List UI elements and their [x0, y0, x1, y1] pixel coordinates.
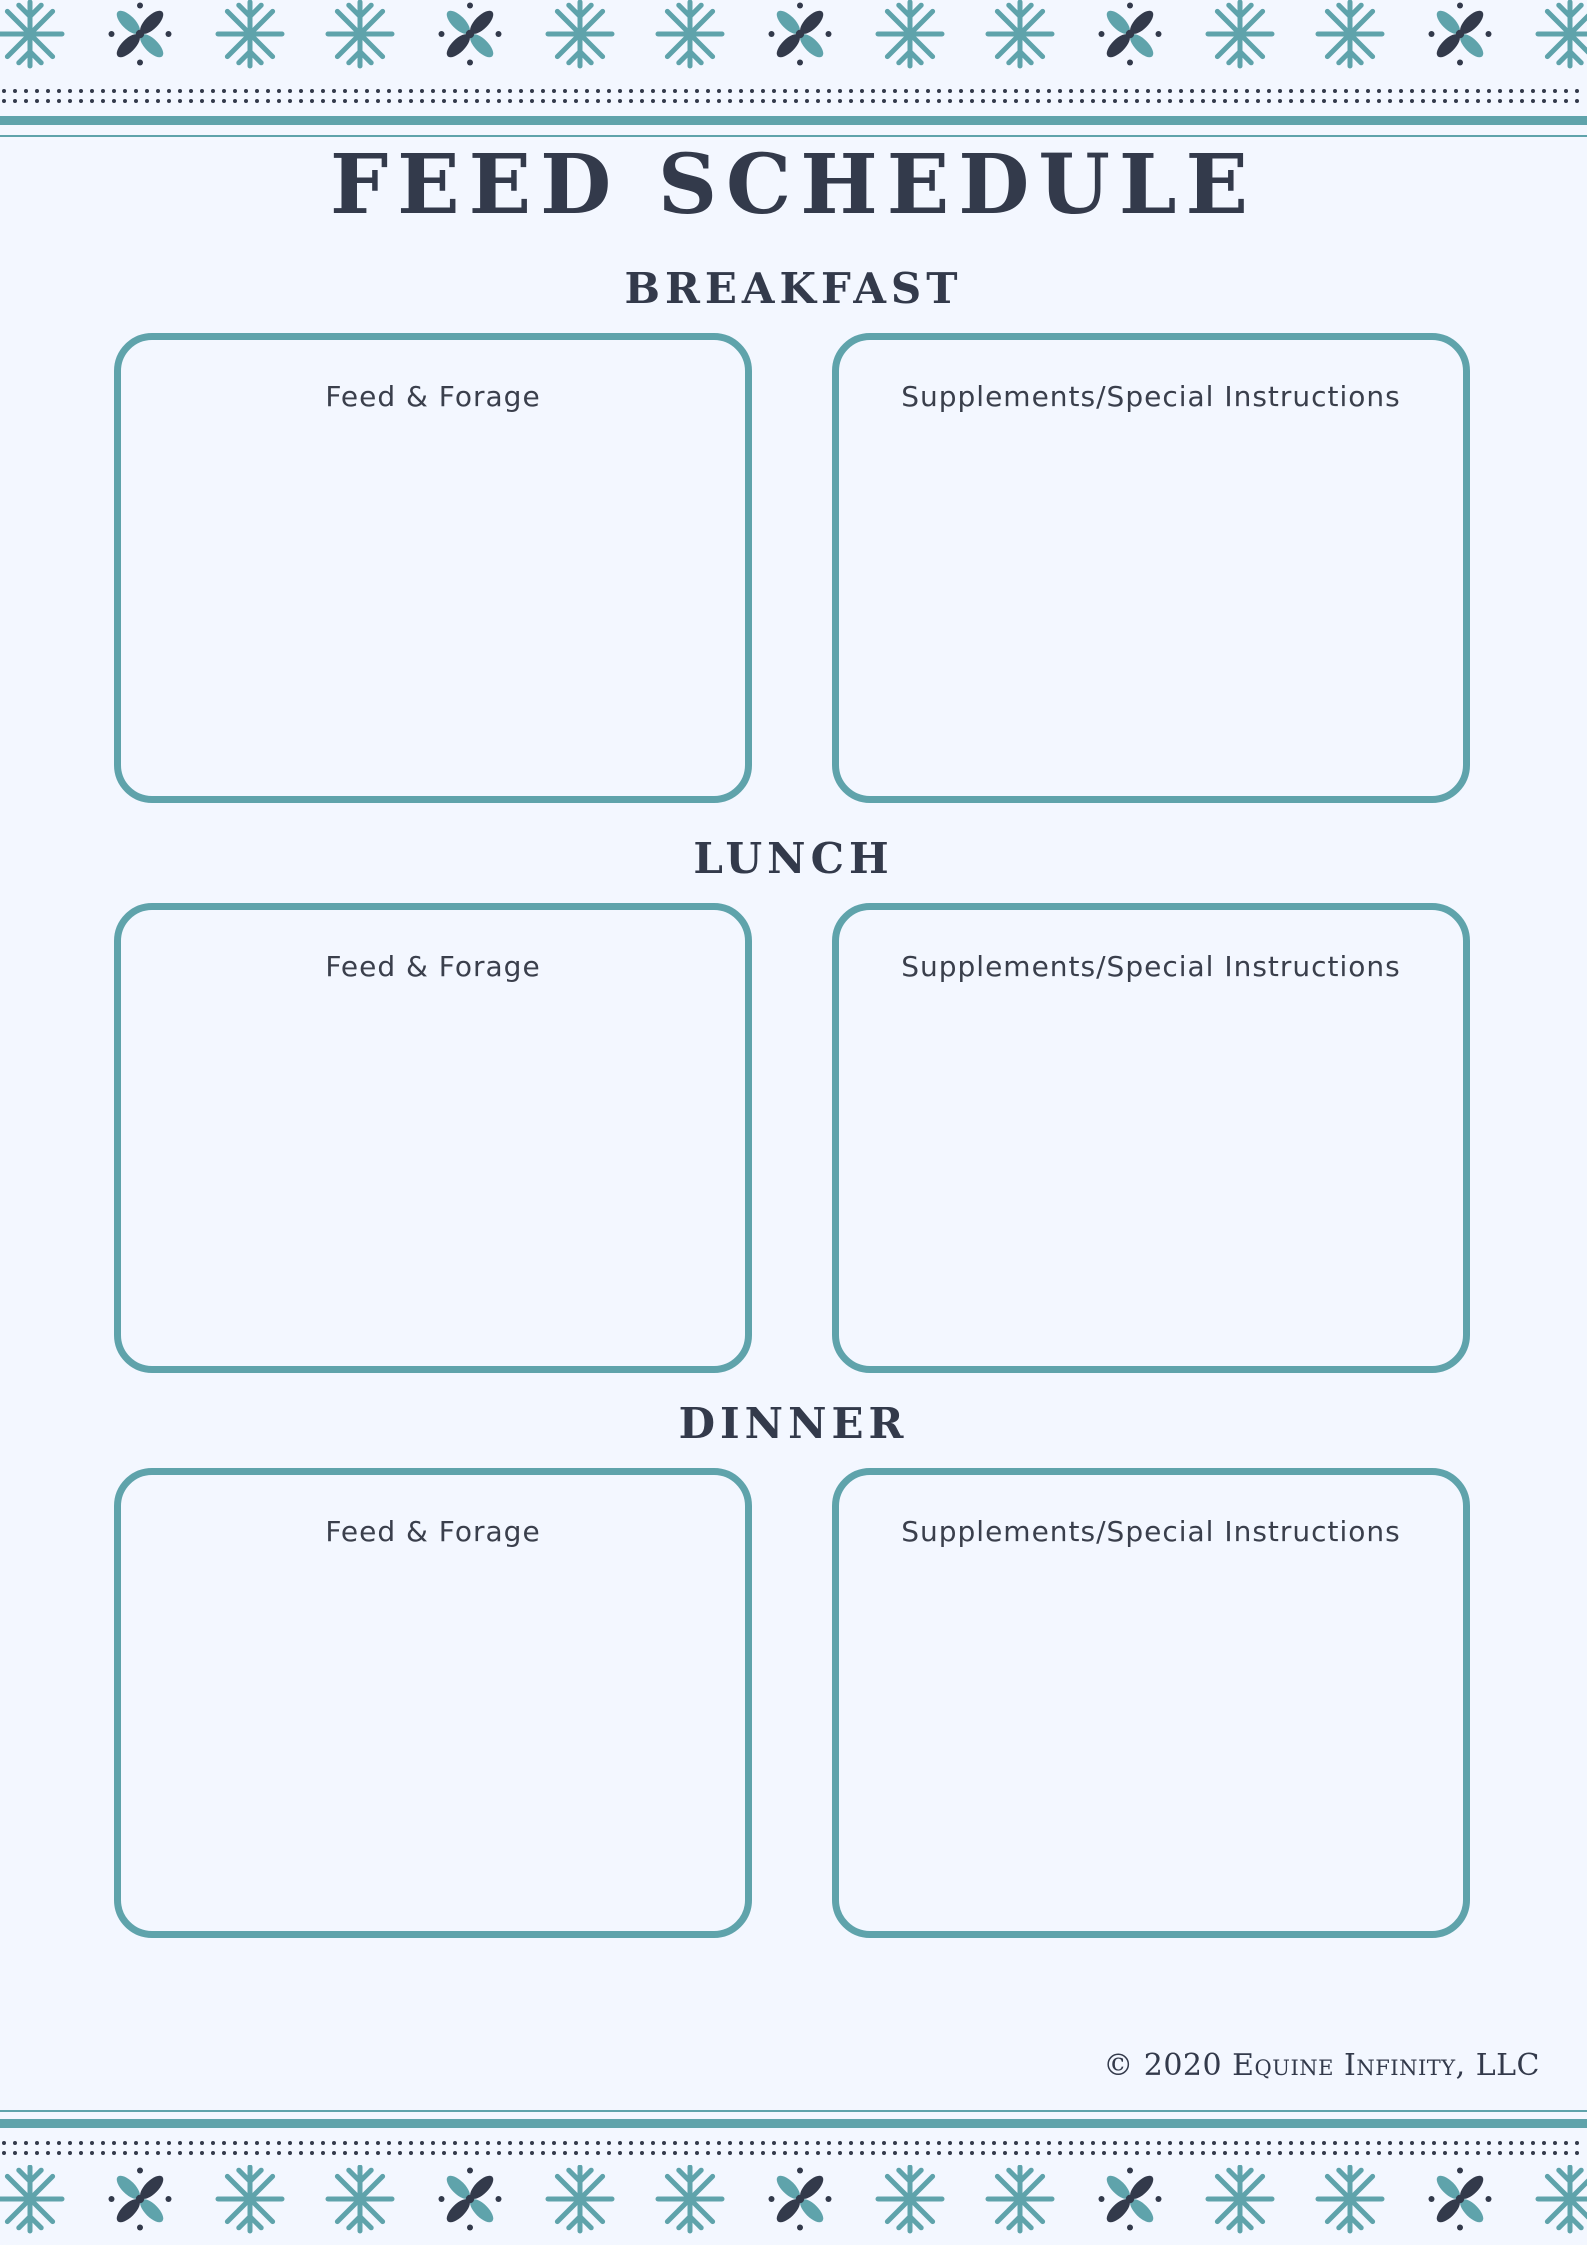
snowflake-icon: [1538, 2, 1587, 66]
snowflake-icon: [0, 2, 62, 66]
snowflake-icon: [1318, 2, 1382, 66]
snowflake-icon: [988, 2, 1052, 66]
dinner-supplements-box[interactable]: [832, 1468, 1470, 1938]
snowflake-icon: [658, 2167, 722, 2231]
snowflake-pattern: [0, 0, 1587, 80]
snowflake-icon: [218, 2, 282, 66]
flower-icon: [1099, 2168, 1162, 2231]
flower-icon: [439, 3, 502, 66]
snowflake-icon: [1538, 2167, 1587, 2231]
flower-icon: [1429, 3, 1492, 66]
flower-icon: [1099, 3, 1162, 66]
bottom-decorative-band: [0, 2165, 1587, 2245]
box-label: Feed & Forage: [325, 380, 541, 413]
top-dotted-rule: [0, 86, 1587, 106]
lunch-supplements-box[interactable]: [832, 903, 1470, 1373]
flower-icon: [439, 2168, 502, 2231]
flower-icon: [109, 2168, 172, 2231]
lunch-feed-forage-box[interactable]: [114, 903, 752, 1373]
bottom-divider-thick: [0, 2119, 1587, 2128]
flower-icon: [769, 3, 832, 66]
box-label: Feed & Forage: [325, 1515, 541, 1548]
copyright-notice: © 2020 Equine Infinity, LLC: [1103, 2048, 1540, 2083]
snowflake-icon: [328, 2167, 392, 2231]
snowflake-icon: [1318, 2167, 1382, 2231]
snowflake-icon: [548, 2167, 612, 2231]
snowflake-icon: [218, 2167, 282, 2231]
section-title-lunch: LUNCH: [693, 834, 894, 883]
flower-icon: [769, 2168, 832, 2231]
snowflake-icon: [328, 2, 392, 66]
top-decorative-band: [0, 0, 1587, 80]
snowflake-icon: [1208, 2, 1272, 66]
page-title: FEED SCHEDULE: [329, 137, 1258, 233]
section-title-dinner: DINNER: [678, 1399, 909, 1448]
box-label: Feed & Forage: [325, 950, 541, 983]
dinner-feed-forage-box[interactable]: [114, 1468, 752, 1938]
bottom-divider-thin: [0, 2110, 1587, 2112]
snowflake-icon: [878, 2, 942, 66]
bottom-dotted-rule: [0, 2138, 1587, 2158]
box-label: Supplements/Special Instructions: [901, 950, 1401, 983]
snowflake-pattern: [0, 2165, 1587, 2245]
flower-icon: [109, 3, 172, 66]
snowflake-icon: [548, 2, 612, 66]
top-divider-thick: [0, 116, 1587, 125]
breakfast-supplements-box[interactable]: [832, 333, 1470, 803]
box-label: Supplements/Special Instructions: [901, 1515, 1401, 1548]
breakfast-feed-forage-box[interactable]: [114, 333, 752, 803]
box-label: Supplements/Special Instructions: [901, 380, 1401, 413]
snowflake-icon: [1208, 2167, 1272, 2231]
snowflake-icon: [658, 2, 722, 66]
snowflake-icon: [878, 2167, 942, 2231]
section-title-breakfast: BREAKFAST: [624, 264, 963, 313]
flower-icon: [1429, 2168, 1492, 2231]
snowflake-icon: [988, 2167, 1052, 2231]
snowflake-icon: [0, 2167, 62, 2231]
